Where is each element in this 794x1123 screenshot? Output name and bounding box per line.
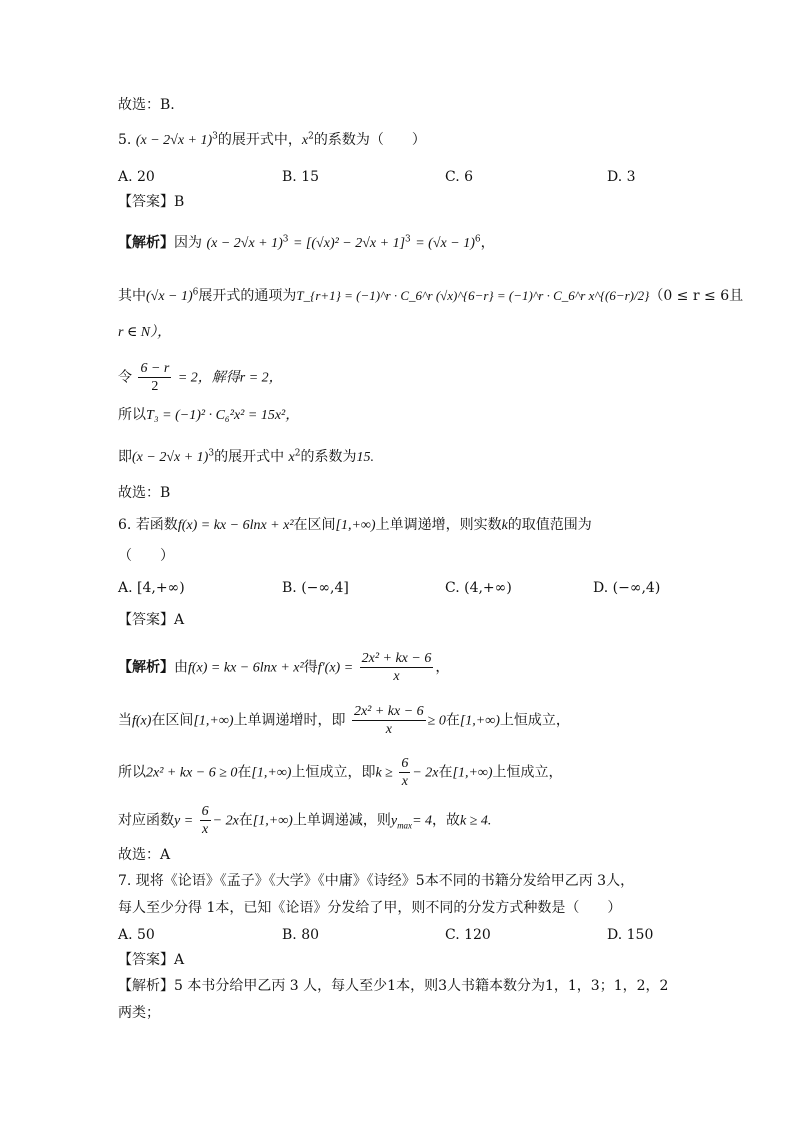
q7-option-a: A. 50 — [118, 927, 155, 943]
fraction: $\frac{6}{x}$ — [201, 804, 209, 837]
q7-option-d: D. 150 — [607, 927, 654, 943]
q7-analysis-line1: 【解析】5 本书分给甲乙丙 3 人，每人至少1本，则3人书籍本数分为1，1，3；1，2，2 — [118, 978, 669, 994]
q5-choice: 故选：B — [118, 485, 171, 501]
q7-analysis-line2: 两类； — [118, 1005, 160, 1021]
q7-answer: 【答案】A — [118, 952, 185, 968]
q6-analysis-line2: 当f(x)在区间[1,+∞)上单调递增时，即 $\frac{\text{2x² + kx − 6}}{x}$ ≥ 0在[1,+∞)上恒成立， — [118, 704, 570, 737]
q6-option-d: D. (−∞,4) — [593, 580, 661, 596]
q5-analysis-line4: 令 $\frac{6 - r}{2}$ = 2，解得r = 2， — [118, 361, 283, 394]
q5-option-c: C. 6 — [445, 169, 474, 185]
q6-option-a: A. [4,+∞) — [118, 580, 185, 596]
q5-option-b: B. 15 — [282, 169, 320, 185]
q6-analysis-line3: 所以2x² + kx − 6 ≥ 0在[1,+∞)上恒成立，即k ≥ $\frac{6}{x}$ − 2x在[1,+∞)上恒成立， — [118, 756, 563, 789]
q5-answer: 【答案】B — [118, 194, 185, 210]
fraction: $\frac{\text{2x² + kx − 6}}{x}$ — [361, 651, 432, 684]
q6-analysis-line1: 【解析】由f(x) = kx − 6lnx + x²得f′(x) = $\frac{\text{2x² + kx − 6}}{x}$ ， — [118, 651, 450, 684]
fraction: $\frac{\text{2x² + kx − 6}}{x}$ — [353, 704, 424, 737]
q7-option-b: B. 80 — [282, 927, 320, 943]
q5-stem: 5. $(x - 2√x + 1)^3$的展开式中，$x^2$的系数为（ ） — [118, 131, 426, 148]
q7-option-c: C. 120 — [445, 927, 491, 943]
q5-option-a: A. 20 — [118, 169, 155, 185]
q5-analysis-line3: r ∈ N）， — [118, 325, 172, 340]
q6-option-c: C. (4,+∞) — [445, 580, 512, 596]
q4-choice: 故选：B. — [118, 97, 175, 113]
q6-analysis-line4: 对应函数y = $\frac{6}{x}$ − 2x在[1,+∞)上单调递减，则$y_{max}= 4$，故k ≥ 4. — [118, 804, 492, 837]
q7-stem-line1: 7. 现将《论语》《孟子》《大学》《中庸》《诗经》5本不同的书籍分发给甲乙丙 3人， — [118, 873, 635, 889]
q5-analysis-line5: 所以T₃ = (−1)² · C₆²x² = 15x²， — [118, 407, 300, 423]
q6-stem: 6. 若函数f(x) = kx − 6lnx + x²在区间[1,+∞)上单调递增，则实数k的取值范围为 — [118, 517, 592, 533]
q6-choice: 故选：A — [118, 847, 171, 863]
fraction: $\frac{6}{x}$ — [401, 756, 409, 789]
q5-analysis-line6: 即$(x - 2√x + 1)^3$的展开式中 $x^2$的系数为15. — [118, 448, 374, 465]
q5-analysis-line2: 其中$(√x - 1)^6$展开式的通项为T_{r+1} = (−1)^r · C_6^r (√x)^{6−r} = (−1)^r · C_6^r x^{(6−r)/2}（0 ≤ r ≤ 6且 — [118, 287, 744, 304]
fraction: $\frac{6 - r}{2}$ — [140, 361, 170, 394]
q5-analysis-line1: 【解析】因为 $(x - 2√x + 1)^3 = [(√x)^2 - 2√x + 1]^3 = (√x - 1)^6$， — [118, 234, 495, 251]
q6-option-b: B. (−∞,4] — [282, 580, 349, 596]
q6-answer: 【答案】A — [118, 612, 185, 628]
q7-stem-line2: 每人至少分得 1本，已知《论语》分发给了甲，则不同的分发方式种数是（ ） — [118, 900, 622, 916]
q5-option-d: D. 3 — [607, 169, 636, 185]
q6-paren: （ ） — [118, 548, 174, 564]
